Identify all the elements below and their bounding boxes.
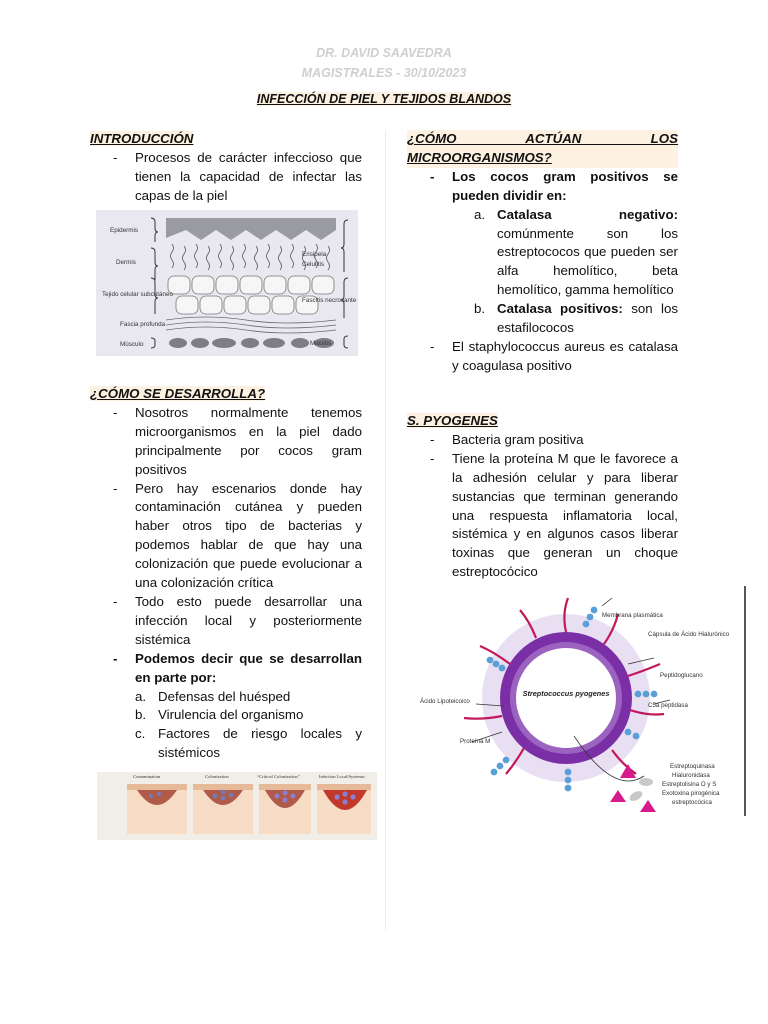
aureus-list bbox=[407, 338, 678, 376]
header-date: MAGISTRALES - 30/10/2023 bbox=[301, 66, 467, 80]
list-item: - Nosotros normalmente tenemos microorganismos en la piel dado principalmente por cocos gram positivos bbox=[90, 404, 362, 480]
desarrolla-list bbox=[90, 404, 362, 688]
list-item: - Todo esto puede desarrollar una infección local y posteriormente sistémica bbox=[90, 593, 362, 650]
label-c5a: C5a peptidasa bbox=[648, 702, 688, 709]
layer-label: Músculo bbox=[120, 341, 144, 348]
column-divider bbox=[385, 130, 386, 930]
desarrolla-section bbox=[90, 385, 362, 763]
list-item: - Podemos decir que se desarrollan en parte por: bbox=[90, 650, 362, 688]
actuan-heading: ¿CÓMO ACTÚAN LOS MICROORGANISMOS? bbox=[407, 130, 678, 168]
list-item: - El staphylococcus aureus es catalasa y coagulasa positivo bbox=[407, 338, 678, 376]
stage-label: “Critical Colonization” bbox=[257, 774, 300, 779]
infection-label: Fascitis necrosante bbox=[302, 297, 357, 304]
infection-stages-figure bbox=[97, 772, 377, 840]
actuan-section bbox=[407, 130, 678, 376]
list-item: a. Defensas del huésped bbox=[135, 688, 291, 704]
list-item: - Procesos de carácter infeccioso que tienen la capacidad de infectar las capas de la piel bbox=[90, 149, 362, 206]
header-author: DR. DAVID SAAVEDRA bbox=[316, 46, 452, 60]
list-item: a. Catalasa negativo: comúnmente son los estreptococos que pueden ser alfa hemolítico, beta hemolítico, gamma hemolítico bbox=[474, 206, 678, 298]
list-item: c. Factores de riesgo locales y sistémicos bbox=[135, 726, 362, 761]
infection-label: Miositis bbox=[310, 340, 331, 347]
toxin-label: Exotoxina pirogénica bbox=[662, 790, 720, 797]
desarrolla-heading: ¿CÓMO SE DESARROLLA? bbox=[90, 386, 266, 401]
bacteria-name: Streptococcus pyogenes bbox=[522, 689, 610, 698]
skin-layers-figure bbox=[96, 210, 358, 356]
list-item: b. Virulencia del organismo bbox=[135, 707, 304, 723]
toxin-label: Estreptolisina O y S bbox=[662, 781, 717, 788]
intro-section bbox=[90, 130, 362, 206]
layer-label: Tejido celular subcutáneo bbox=[102, 291, 174, 298]
pyogenes-section bbox=[407, 412, 678, 582]
toxin-label: Hialuronidasa bbox=[672, 772, 710, 779]
stage-label: Infection Local/Systemic bbox=[319, 774, 366, 779]
intro-list bbox=[90, 149, 362, 206]
page-title: INFECCIÓN DE PIEL Y TEJIDOS BLANDOS bbox=[256, 92, 512, 106]
catalasa-list bbox=[407, 206, 678, 338]
list-item: - Pero hay escenarios donde hay contaminación cutánea y pueden haber otros tipo de bacterias y podemos hablar de que hay una colonización que puede evolucionar a una colonización crítica bbox=[90, 480, 362, 593]
toxin-label: Estreptoquinasa bbox=[670, 763, 715, 770]
intro-heading: INTRODUCCIÓN bbox=[90, 131, 194, 146]
toxin-label: estreptocócica bbox=[672, 799, 712, 806]
layer-label: Dermis bbox=[116, 259, 136, 266]
list-item: b. Catalasa positivos: son los estafilococos bbox=[474, 301, 678, 336]
pyogenes-list bbox=[407, 431, 678, 582]
stage-label: Colonization bbox=[205, 774, 229, 779]
factors-list bbox=[90, 688, 362, 764]
label-acido: Ácido Lipoteicoico bbox=[420, 698, 470, 705]
streptococcus-figure bbox=[414, 586, 748, 824]
infection-label: Erisipela bbox=[302, 251, 327, 258]
actuan-list bbox=[407, 168, 678, 206]
list-item: - Los cocos gram positivos se pueden dividir en: bbox=[407, 168, 678, 206]
layer-label: Fascia profunda bbox=[120, 321, 166, 328]
label-peptidoglucano: Peptidoglucano bbox=[660, 672, 703, 679]
label-membrana: Membrana plasmática bbox=[602, 612, 663, 619]
stage-label: Contamination bbox=[133, 774, 161, 779]
list-item: - Tiene la proteína M que le favorece a la adhesión celular y para liberar sustancias que terminan generando una respuesta inflamatoria local, sistémica y en algunos casos liberar toxinas que generan un choque estreptocócico bbox=[407, 450, 678, 582]
layer-label: Epidermis bbox=[110, 227, 138, 234]
label-proteina: Proteína M bbox=[460, 738, 491, 745]
label-capsula: Cápsula de Ácido Hialurónico bbox=[648, 631, 730, 638]
list-item: - Bacteria gram positiva bbox=[407, 431, 678, 450]
pyogenes-heading: S. PYOGENES bbox=[407, 413, 498, 428]
infection-label: Celulitis bbox=[302, 261, 325, 268]
